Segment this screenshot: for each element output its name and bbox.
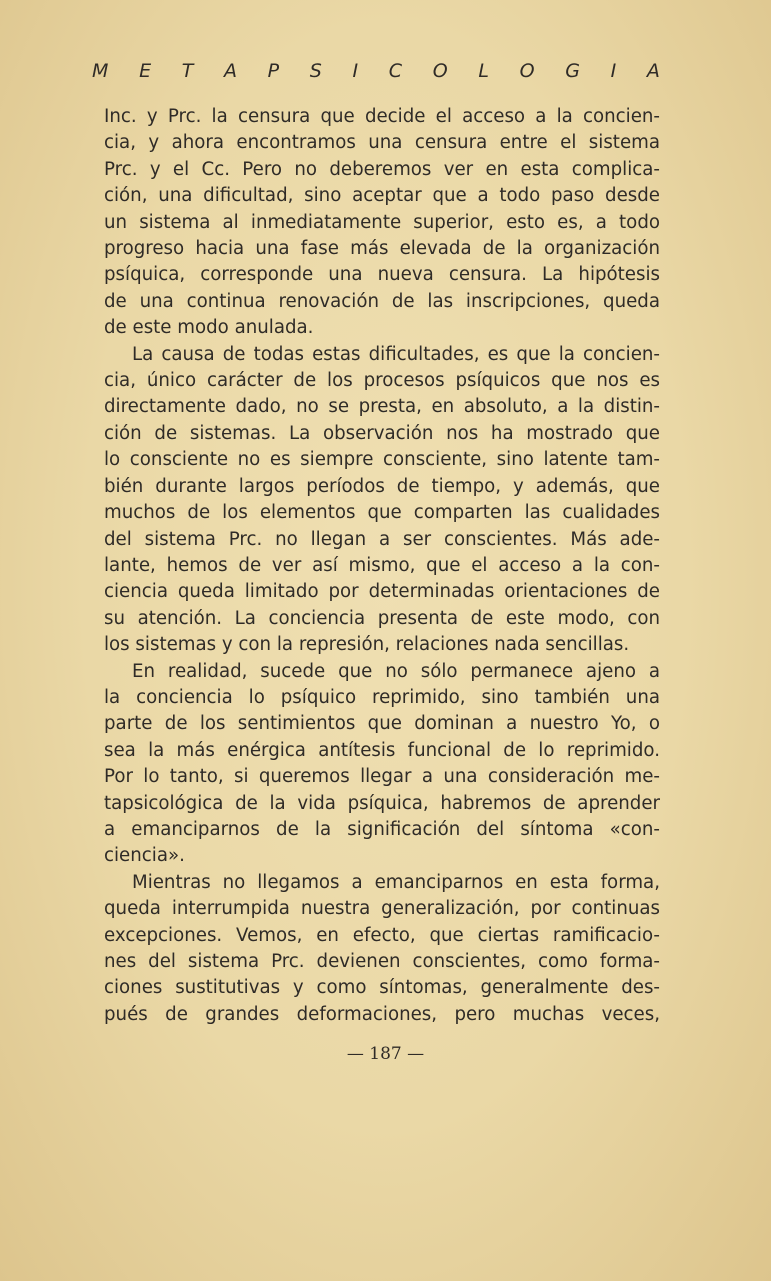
running-head-letter: L <box>478 60 489 82</box>
text-line: la conciencia lo psíquico reprimido, sino también una <box>104 686 660 708</box>
text-line: su atención. La conciencia presenta de este modo, con <box>104 607 660 629</box>
running-head-letter: O <box>519 60 535 82</box>
paragraph-start-line: La causa de todas estas dificultades, es que la concien- <box>132 343 660 365</box>
running-head-letter: O <box>432 60 448 82</box>
paragraph-end-line: los sistemas y con la represión, relaciones nada sencillas. <box>104 634 630 656</box>
text-line: excepciones. Vemos, en efecto, que ciertas ramificacio- <box>104 924 660 946</box>
text-line: parte de los sentimientos que dominan a nuestro Yo, o <box>104 713 660 735</box>
text-line: Inc. y Prc. la censura que decide el acceso a la concien- <box>104 106 660 127</box>
running-head-letter: I <box>352 60 359 82</box>
running-head-letter: G <box>565 60 580 82</box>
paragraph-end-line: de este modo anulada. <box>104 317 314 339</box>
text-line: ciencia queda limitado por determinadas orientaciones de <box>104 581 660 603</box>
text-line: lo consciente no es siempre consciente, sino latente tam- <box>104 449 660 471</box>
text-line: ciones sustitutivas y como síntomas, generalmente des- <box>104 977 660 999</box>
paragraph-end-line: ciencia». <box>104 845 185 867</box>
text-line: directamente dado, no se presta, en absoluto, a la distin- <box>104 396 660 418</box>
running-head-letter: A <box>646 60 660 82</box>
running-head-letter: T <box>181 60 194 82</box>
text-line: queda interrumpida nuestra generalización, por continuas <box>104 898 660 920</box>
paragraph-start-line: Mientras no llegamos a emanciparnos en esta forma, <box>132 871 660 893</box>
text-line: a emanciparnos de la significación del síntoma «con- <box>104 818 660 840</box>
running-head-letter: E <box>139 60 152 82</box>
text-line: ción, una dificultad, sino aceptar que a todo paso desde <box>104 185 660 207</box>
running-head-letter: M <box>92 60 109 82</box>
running-head-letter: P <box>267 60 280 82</box>
text-line: Prc. y el Cc. Pero no deberemos ver en esta complica- <box>104 158 660 180</box>
text-line: muchos de los elementos que comparten las cualidades <box>104 502 660 524</box>
running-head-letter: C <box>388 60 403 82</box>
text-line: lante, hemos de ver así mismo, que el acceso a la con- <box>104 554 660 576</box>
text-line: progreso hacia una fase más elevada de la organización <box>104 238 660 260</box>
body-text <box>104 104 660 1028</box>
running-head-letter: A <box>224 60 237 82</box>
text-line: cia, único carácter de los procesos psíquicos que nos es <box>104 370 660 392</box>
text-line: sea la más enérgica antítesis funcional de lo reprimido. <box>104 739 660 761</box>
text-line: del sistema Prc. no llegan a ser conscientes. Más ade- <box>104 528 660 550</box>
page-number: — 187 — <box>346 1044 425 1064</box>
text-line: tapsicológica de la vida psíquica, habremos de aprender <box>104 792 660 814</box>
running-head-letter: S <box>309 60 322 82</box>
text-line: un sistema al inmediatamente superior, esto es, a todo <box>104 211 660 233</box>
text-line: de una continua renovación de las inscripciones, queda <box>104 290 660 312</box>
paragraph-start-line: En realidad, sucede que no sólo permanece ajeno a <box>132 660 660 682</box>
text-line: Por lo tanto, si queremos llegar a una consideración me- <box>104 766 660 788</box>
running-head-letter: I <box>610 60 617 82</box>
running-head <box>92 60 660 82</box>
text-line: cia, y ahora encontramos una censura entre el sistema <box>104 132 660 154</box>
text-line: ción de sistemas. La observación nos ha mostrado que <box>104 422 660 444</box>
text-line: nes del sistema Prc. devienen conscientes, como forma- <box>104 951 660 972</box>
text-line: bién durante largos períodos de tiempo, y además, que <box>104 475 660 497</box>
text-line: psíquica, corresponde una nueva censura. La hipótesis <box>104 264 660 286</box>
text-line: pués de grandes deformaciones, pero muchas veces, <box>104 1003 660 1025</box>
